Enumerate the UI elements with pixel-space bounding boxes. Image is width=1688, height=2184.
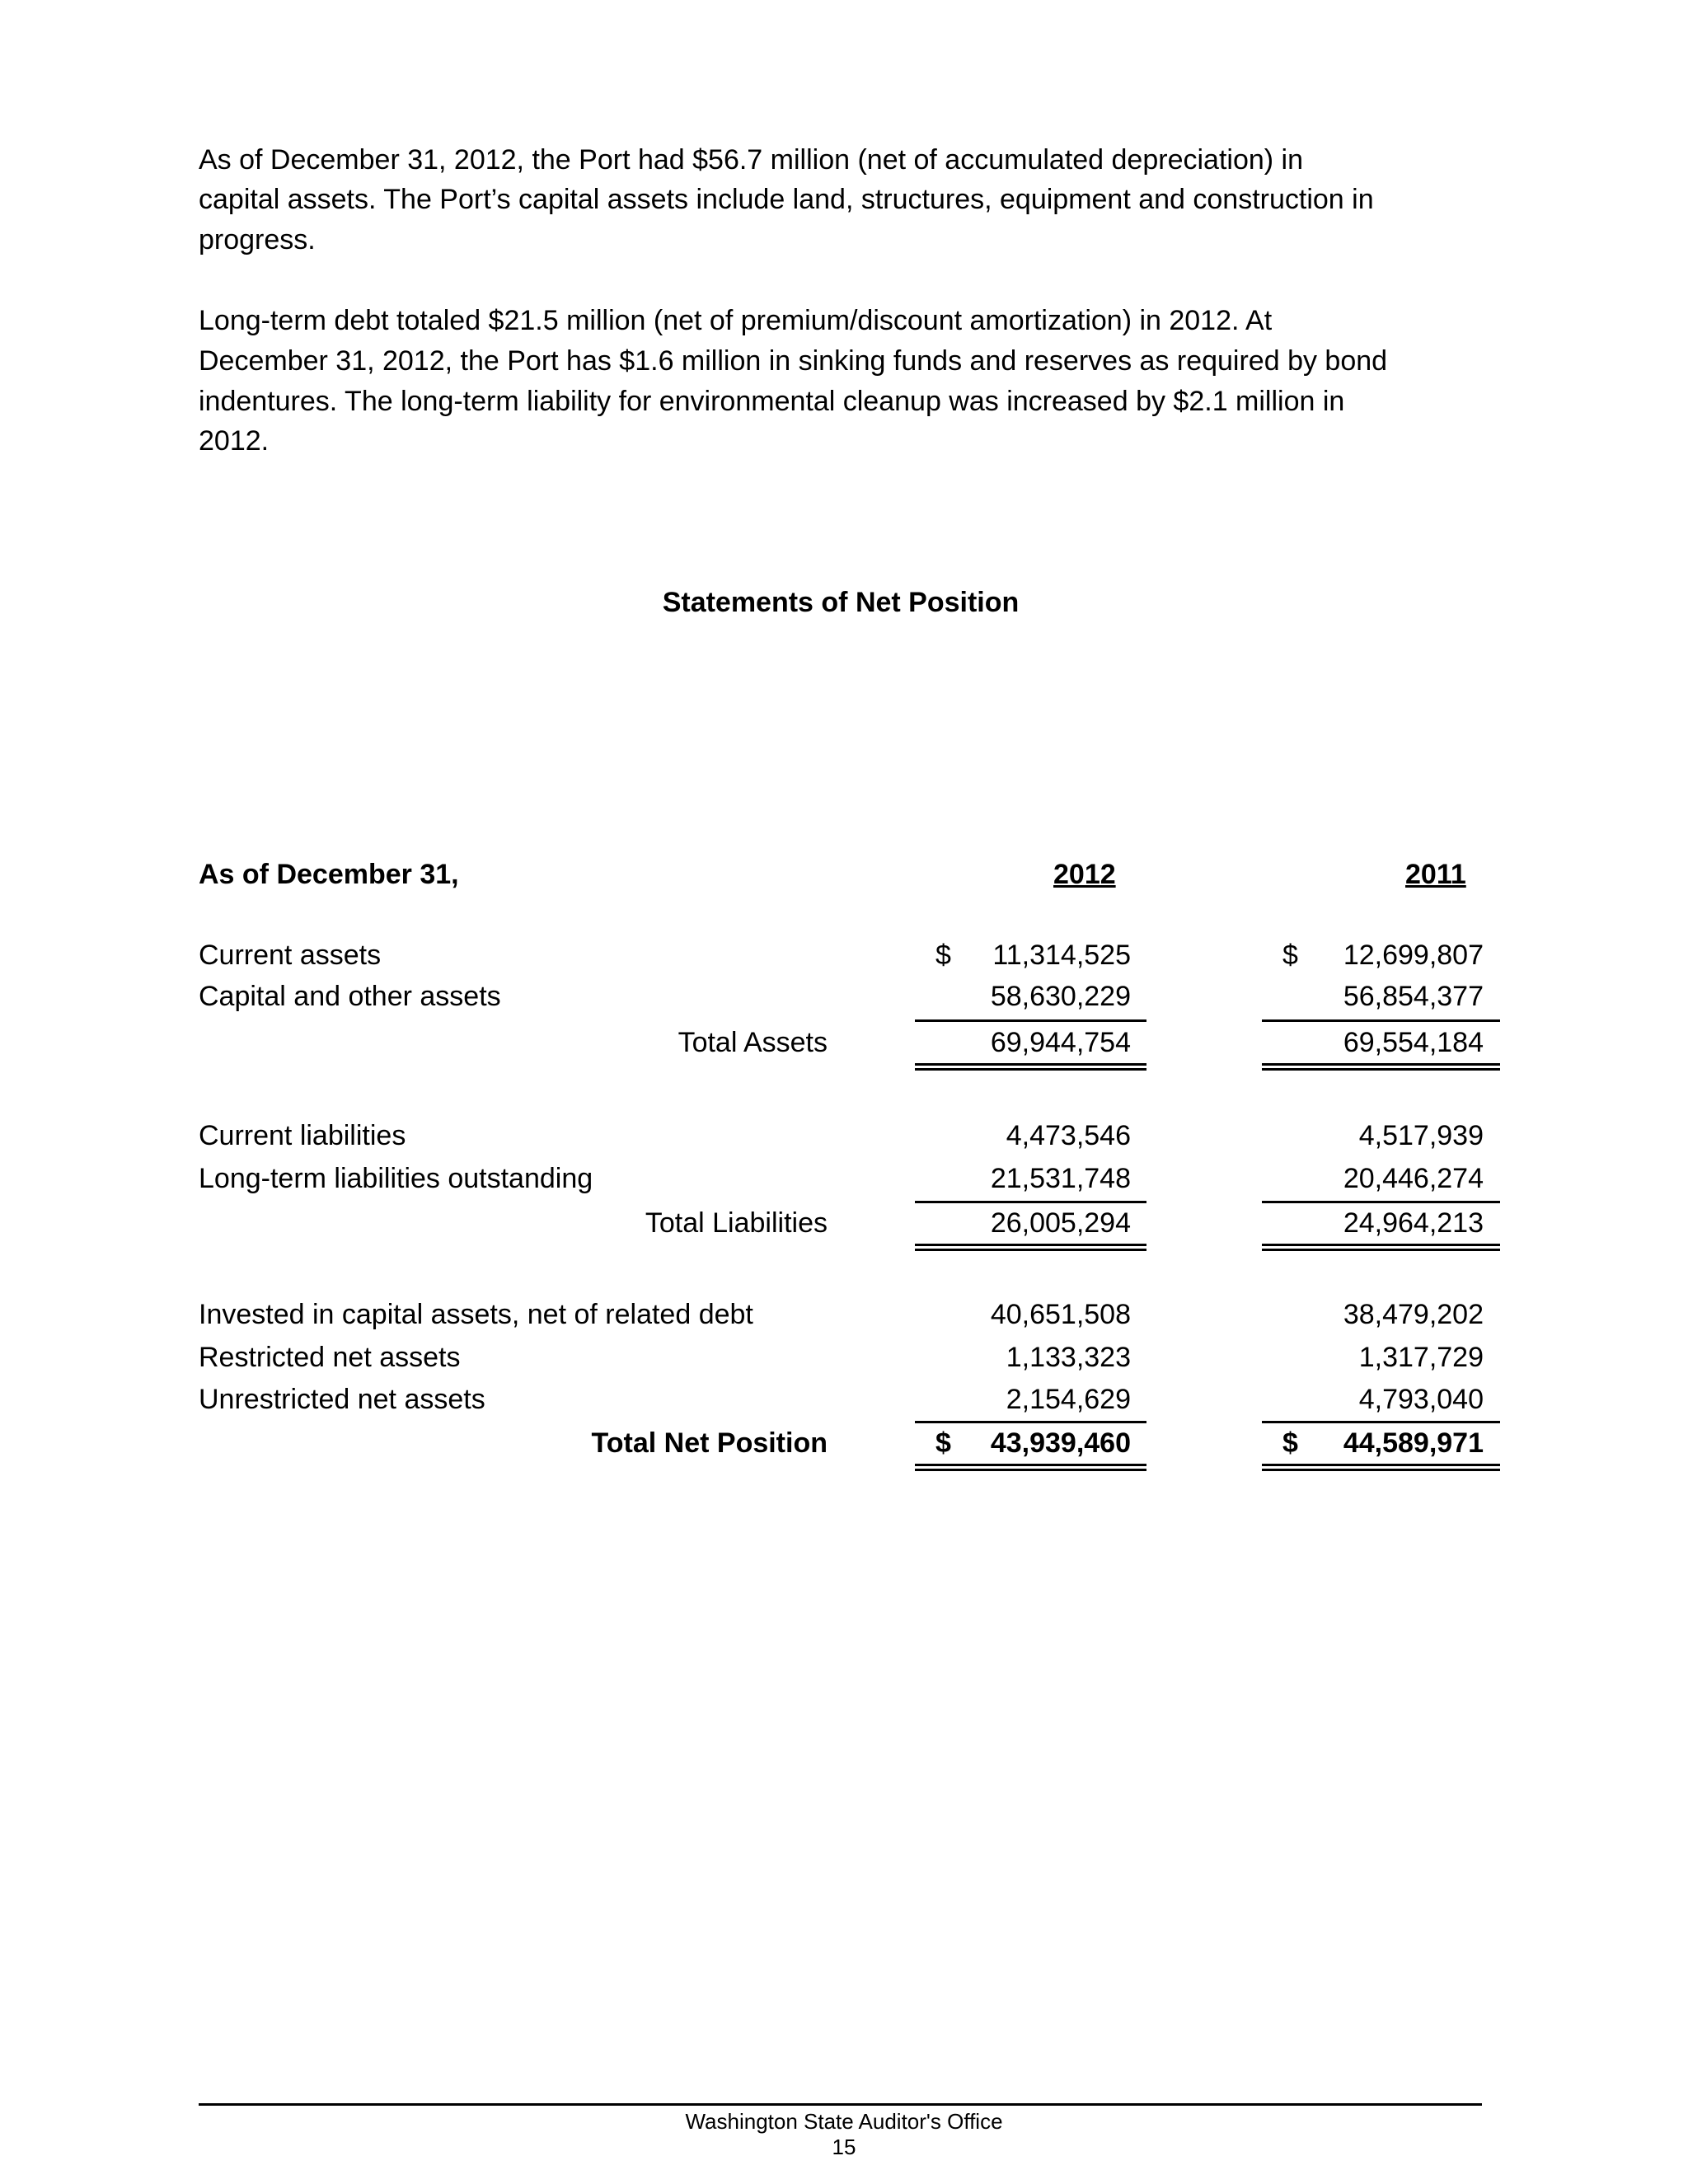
footer-rule	[199, 2103, 1482, 2106]
value-2011: 56,854,377	[1343, 981, 1484, 1012]
double-rule	[915, 1244, 1146, 1251]
value-2011: 24,964,213	[1343, 1207, 1484, 1239]
value-2012: 1,133,323	[1006, 1342, 1131, 1373]
value-2011: 44,589,971	[1343, 1427, 1484, 1459]
value-2012: 11,314,525	[992, 940, 1131, 971]
total-assets-label: Total Assets	[678, 1027, 828, 1058]
subtotal-rule	[915, 1201, 1146, 1203]
currency-symbol: $	[935, 1427, 951, 1459]
table-header-label: As of December 31,	[199, 859, 459, 890]
column-header-2012: 2012	[1053, 859, 1116, 890]
subtotal-rule	[915, 1019, 1146, 1022]
row-label: Unrestricted net assets	[199, 1384, 485, 1415]
value-2012: 58,630,229	[990, 981, 1131, 1012]
text-line: indentures. The long-term liability for environmental cleanup was increased by $2.1 million in	[199, 386, 1345, 417]
text-line: 2012.	[199, 425, 270, 457]
double-rule	[915, 1063, 1146, 1071]
footer-office: Washington State Auditor's Office	[685, 2109, 1003, 2134]
text-line: December 31, 2012, the Port has $1.6 million in sinking funds and reserves as required by bond	[199, 345, 1388, 377]
value-2011: 1,317,729	[1358, 1342, 1484, 1373]
value-2012: 40,651,508	[990, 1299, 1131, 1330]
value-2011: 38,479,202	[1343, 1299, 1484, 1330]
row-label: Restricted net assets	[199, 1342, 461, 1373]
double-rule	[915, 1464, 1146, 1471]
text-line: As of December 31, 2012, the Port had $56.7 million (net of accumulated depreciation) in	[199, 144, 1303, 176]
value-2012: 43,939,460	[990, 1427, 1131, 1459]
value-2012: 2,154,629	[1006, 1384, 1131, 1415]
row-label: Current assets	[199, 940, 382, 971]
text-line: capital assets. The Port’s capital assets include land, structures, equipment and construction in	[199, 184, 1374, 215]
total-liabilities-label: Total Liabilities	[645, 1207, 828, 1239]
subtotal-rule	[915, 1421, 1146, 1423]
row-label: Long-term liabilities outstanding	[199, 1163, 593, 1194]
double-rule	[1262, 1063, 1500, 1071]
subtotal-rule	[1262, 1201, 1500, 1203]
text-line: Long-term debt totaled $21.5 million (net of premium/discount amortization) in 2012. At	[199, 305, 1273, 336]
page-number: 15	[832, 2135, 856, 2159]
double-rule	[1262, 1244, 1500, 1251]
row-label: Capital and other assets	[199, 981, 501, 1012]
value-2011: 12,699,807	[1343, 940, 1484, 971]
subtotal-rule	[1262, 1019, 1500, 1022]
column-header-2011: 2011	[1405, 859, 1466, 890]
value-2011: 4,793,040	[1358, 1384, 1484, 1415]
value-2012: 21,531,748	[990, 1163, 1131, 1194]
currency-symbol: $	[935, 940, 951, 971]
statement-title: Statements of Net Position	[662, 587, 1020, 618]
value-2012: 69,944,754	[990, 1027, 1131, 1058]
value-2011: 20,446,274	[1343, 1163, 1484, 1194]
double-rule	[1262, 1464, 1500, 1471]
value-2011: 4,517,939	[1358, 1120, 1484, 1151]
currency-symbol: $	[1282, 1427, 1298, 1459]
row-label: Invested in capital assets, net of related debt	[199, 1299, 753, 1330]
currency-symbol: $	[1282, 940, 1298, 971]
value-2011: 69,554,184	[1343, 1027, 1484, 1058]
value-2012: 26,005,294	[990, 1207, 1131, 1239]
value-2012: 4,473,546	[1006, 1120, 1131, 1151]
text-line: progress.	[199, 224, 316, 255]
subtotal-rule	[1262, 1421, 1500, 1423]
row-label: Current liabilities	[199, 1120, 406, 1151]
total-net-position-label: Total Net Position	[591, 1427, 828, 1459]
